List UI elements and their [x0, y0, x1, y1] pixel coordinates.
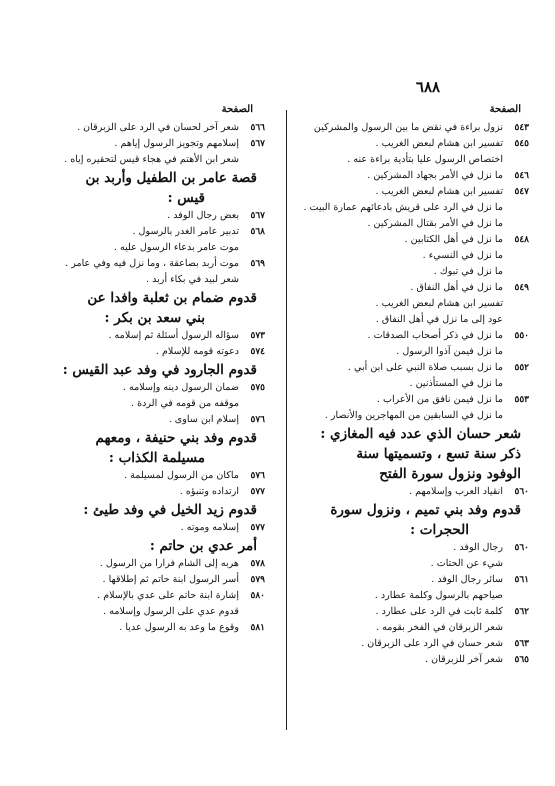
entry-page-number: ٥٦٧ [250, 211, 265, 221]
entry-text: سؤاله الرسول أسئلة ثم إسلامه . [108, 330, 239, 341]
index-entry [19, 604, 265, 620]
entry-text: شعر آخر لحسان في الرد على الزبرقان . [77, 122, 239, 133]
index-entry [275, 264, 529, 280]
entry-page-number: ٥٥٣ [514, 395, 529, 405]
entry-page-number: ٥٥٢ [514, 363, 529, 373]
index-entry [19, 120, 265, 136]
index-entry [275, 376, 529, 392]
section-heading: قدوم وفد بني حنيفة ، ومعهم [95, 430, 257, 446]
entry-page-number: ٥٨١ [250, 623, 265, 633]
entry-text: شعر آخر للزبرقان . [425, 654, 503, 665]
entry-text: إسلامهم وتجويز الرسول إياهم . [114, 138, 239, 149]
section-heading: قدوم وفد بني تميم ، ونزول سورة [330, 502, 521, 518]
entry-text: أسر الرسول ابنة حاتم ثم إطلاقها . [102, 574, 239, 585]
entry-page-number: ٥٧٤ [250, 347, 265, 357]
entry-text: بعض رجال الوفد . [167, 210, 239, 221]
index-entry [19, 468, 265, 484]
right-column-heading: الصفحة [489, 104, 521, 115]
index-entry [275, 136, 529, 152]
entry-page-number: ٥٦٥ [514, 655, 529, 665]
section-heading: شعر حسان الذي عدد فيه المغازي : [320, 426, 521, 442]
index-entry [19, 256, 265, 272]
entry-text: صياحهم بالرسول وكلمة عطارد . [374, 590, 503, 601]
index-entry [275, 168, 529, 184]
section-heading: قدوم زيد الخيل في وفد طيئ : [83, 502, 257, 518]
index-entry [19, 224, 265, 240]
entry-text: ما نزل فيمن نافق من الأعراب . [376, 394, 503, 405]
entry-text: ما نزل في أهل الكتابين . [404, 234, 503, 245]
entry-page-number: ٥٧٥ [250, 383, 265, 393]
entry-text: تفسير ابن هشام لبعض الغريب . [375, 138, 503, 149]
index-entry [275, 344, 529, 360]
entry-text: ما نزل في المستأذنين . [409, 378, 503, 389]
index-entry [275, 360, 529, 376]
entry-text: كلمة ثابت في الرد على عطارد . [375, 606, 503, 617]
index-entry [275, 152, 529, 168]
section-heading: قدوم الجارود في وفد عبد القيس : [62, 362, 257, 378]
entry-text: قدوم عدي على الرسول وإسلامه . [103, 606, 239, 617]
index-entry [19, 412, 265, 428]
entry-text: ما نزل في الأمر بجهاد المشركين . [367, 170, 503, 181]
index-entry [275, 540, 529, 556]
index-entry [19, 136, 265, 152]
entry-text: ماكان من الرسول لمسيلمة . [124, 470, 239, 481]
entry-page-number: ٥٤٧ [514, 187, 529, 197]
entry-text: وقوع ما وعد به الرسول عديا . [119, 622, 239, 633]
entry-text: سائر رجال الوفد . [431, 574, 503, 585]
index-entry [275, 328, 529, 344]
index-entry [19, 240, 265, 256]
entry-text: إسلامه وموته . [180, 522, 239, 533]
entry-page-number: ٥٧٧ [250, 523, 265, 533]
entry-text: ارتداده وتنبؤه . [179, 486, 239, 497]
entry-text: موت عامر بدعاء الرسول عليه . [113, 242, 239, 253]
index-entry [275, 120, 529, 136]
index-entry [275, 484, 529, 500]
entry-page-number: ٥٦٧ [250, 139, 265, 149]
index-entry [275, 636, 529, 652]
entry-text: ما نزل بسبب صلاة النبي على ابن أبي . [347, 362, 503, 373]
index-entry [275, 408, 529, 424]
entry-text: شعر ابن الأهتم في هجاء قيس لتحقيره إياه . [64, 154, 239, 165]
section-heading: الحجرات : [410, 522, 469, 538]
entry-page-number: ٥٧٩ [250, 575, 265, 585]
index-entry [275, 248, 529, 264]
entry-text: ما نزل في الأمر بقتال المشركين . [367, 218, 503, 229]
entry-page-number: ٥٧٨ [250, 559, 265, 569]
entry-text: دعوته قومه للإسلام . [155, 346, 239, 357]
left-column [19, 120, 265, 636]
entry-text: ضمان الرسول دينه وإسلامه . [122, 382, 239, 393]
index-entry [275, 280, 529, 296]
entry-text: إسلام ابن ساوى . [168, 414, 239, 425]
entry-page-number: ٥٦٢ [514, 607, 529, 617]
entry-page-number: ٥٧٦ [250, 471, 265, 481]
entry-page-number: ٥٦٠ [514, 543, 529, 553]
index-entry [19, 380, 265, 396]
index-entry [19, 520, 265, 536]
entry-text: شعر الزبرقان في الفخر بقومه . [376, 622, 503, 633]
entry-text: إشارة ابنة حاتم على عدي بالإسلام . [97, 590, 239, 601]
index-entry [275, 572, 529, 588]
section-heading: قصة عامر بن الطفيل وأربد بن [85, 170, 257, 186]
section-heading: قدوم ضمام بن ثعلبة وافدا عن [87, 290, 257, 306]
entry-page-number: ٥٦٦ [250, 123, 265, 133]
section-heading: قيس : [167, 190, 205, 206]
entry-text: ما نزل في ذكر أصحاب الصدقات . [367, 330, 503, 341]
index-entry [19, 208, 265, 224]
index-entry [275, 588, 529, 604]
entry-text: نزول براءة في نقض ما بين الرسول والمشركين [313, 122, 503, 133]
section-heading: الوفود ونزول سورة الفتح [379, 466, 521, 482]
index-entry [19, 152, 265, 168]
entry-page-number: ٥٧٧ [250, 487, 265, 497]
section-heading: مسيلمة الكذاب : [108, 450, 205, 466]
index-entry [275, 216, 529, 232]
index-entry [275, 232, 529, 248]
index-entry [275, 620, 529, 636]
index-entry [275, 184, 529, 200]
section-heading: بني سعد بن بكر : [104, 310, 205, 326]
entry-page-number: ٥٦٠ [514, 487, 529, 497]
entry-text: عود إلى ما نزل في أهل النفاق . [375, 314, 503, 325]
entry-text: شعر لبيد في بكاء أربد . [146, 274, 239, 285]
entry-page-number: ٥٧٦ [250, 415, 265, 425]
entry-page-number: ٥٦٩ [250, 259, 265, 269]
index-entry [275, 296, 529, 312]
entry-page-number: ٥٤٩ [514, 283, 529, 293]
index-entry [19, 272, 265, 288]
entry-page-number: ٥٧٣ [250, 331, 265, 341]
entry-page-number: ٥٤٨ [514, 235, 529, 245]
index-entry [19, 556, 265, 572]
index-entry [275, 652, 529, 668]
index-entry [275, 604, 529, 620]
entry-text: هربه إلى الشام فرارا من الرسول . [99, 558, 239, 569]
entry-page-number: ٥٤٦ [514, 171, 529, 181]
entry-page-number: ٥٦١ [514, 575, 529, 585]
index-entry [19, 396, 265, 412]
entry-text: شعر حسان في الرد على الزبرقان . [361, 638, 503, 649]
page-number: ٦٨٨ [415, 78, 441, 96]
entry-page-number: ٥٥٠ [514, 331, 529, 341]
entry-text: ما نزل في السابقين من المهاجرين والأنصار . [324, 410, 503, 421]
entry-page-number: ٥٦٨ [250, 227, 265, 237]
entry-text: ما نزل في الرد على قريش بادعائهم عمارة البيت . [303, 202, 503, 213]
entry-text: ما نزل في النسيء . [422, 250, 503, 261]
section-heading: أمر عدي بن حاتم : [149, 538, 257, 554]
entry-page-number: ٥٨٠ [250, 591, 265, 601]
left-column-heading: الصفحة [221, 104, 253, 115]
entry-text: موت أربد بصاعقة ، وما نزل فيه وفي عامر . [65, 258, 239, 269]
entry-text: تفسير ابن هشام لبعض الغريب . [375, 298, 503, 309]
right-column [275, 120, 529, 668]
entry-text: تفسير ابن هشام لبعض الغريب . [375, 186, 503, 197]
index-entry [275, 200, 529, 216]
entry-text: ما نزل فيمن آذوا الرسول . [396, 346, 503, 357]
entry-text: اختصاص الرسول عليا بتأدية براءة عنه . [347, 154, 503, 165]
entry-page-number: ٥٦٣ [514, 639, 529, 649]
entry-text: ما نزل في أهل النفاق . [410, 282, 503, 293]
entry-text: شيء عن الحتات . [430, 558, 503, 569]
index-entry [275, 556, 529, 572]
entry-text: تدبير عامر الغدر بالرسول . [132, 226, 239, 237]
index-entry [19, 484, 265, 500]
entry-page-number: ٥٤٥ [514, 139, 529, 149]
index-entry [19, 620, 265, 636]
index-entry [19, 328, 265, 344]
index-entry [19, 344, 265, 360]
entry-text: موقفه من قومه في الردة . [130, 398, 239, 409]
section-heading: ذكر سنة تسع ، وتسميتها سنة [356, 446, 521, 462]
entry-text: انقياد العرب وإسلامهم . [408, 486, 503, 497]
index-entry [275, 312, 529, 328]
index-entry [19, 588, 265, 604]
entry-page-number: ٥٤٣ [514, 123, 529, 133]
index-entry [275, 392, 529, 408]
entry-text: ما نزل في تبوك . [433, 266, 503, 277]
entry-text: رجال الوفد . [453, 542, 503, 553]
index-entry [19, 572, 265, 588]
